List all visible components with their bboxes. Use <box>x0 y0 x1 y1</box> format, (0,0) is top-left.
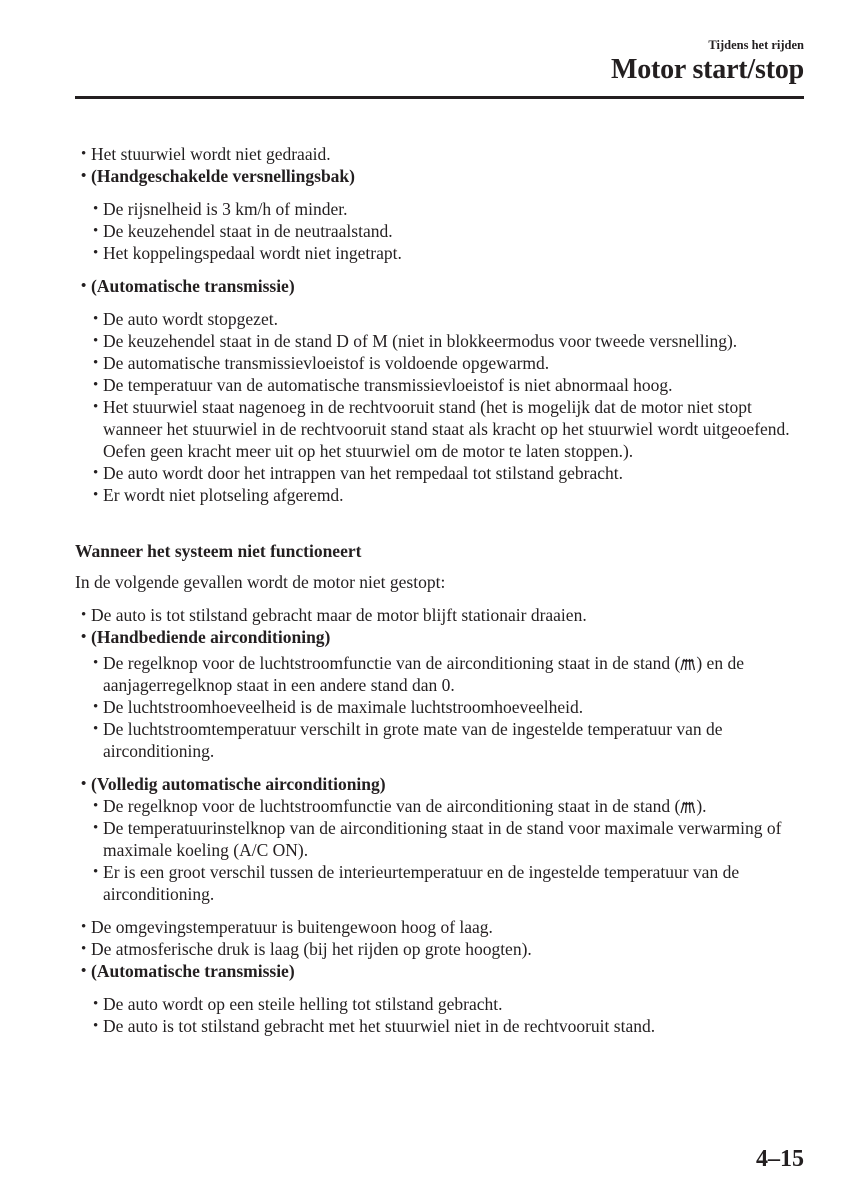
list-item: • Het stuurwiel wordt niet gedraaid. <box>75 143 810 165</box>
automatic-transmission-heading: • (Automatische transmissie) <box>75 275 810 297</box>
page-content <box>75 143 810 1037</box>
auto-ac-heading: • (Volledig automatische airconditioning) <box>75 773 810 795</box>
page-number: 4–15 <box>756 1146 804 1172</box>
list-item: • De luchtstroomtemperatuur verschilt in grote mate van de ingestelde temperatuur van de airconditioning. <box>75 718 810 762</box>
list-item: • De auto wordt door het intrappen van het rempedaal tot stilstand gebracht. <box>75 462 810 484</box>
list-item: • Het stuurwiel staat nagenoeg in de rechtvooruit stand (het is mogelijk dat de motor niet stopt wanneer het stuurwiel in de rechtvooruit stand staat als kracht op het stuurwiel wordt uitgeoefend. Oefen geen kracht meer uit op het stuurwiel om de motor te laten stoppen.). <box>75 396 810 462</box>
header-rule <box>75 96 804 99</box>
air-recirculation-icon <box>680 657 696 671</box>
list-item: • De auto wordt op een steile helling tot stilstand gebracht. <box>75 993 810 1015</box>
list-item: • De auto wordt stopgezet. <box>75 308 810 330</box>
section-intro: In de volgende gevallen wordt de motor niet gestopt: <box>75 572 446 592</box>
list-item: • De temperatuur van de automatische transmissievloeistof is niet abnormaal hoog. <box>75 374 810 396</box>
list-item: • De temperatuurinstelknop van de airconditioning staat in de stand voor maximale verwarming of maximale koeling (A/C ON). <box>75 817 810 861</box>
manual-ac-heading: • (Handbediende airconditioning) <box>75 626 810 648</box>
list-item: • De auto is tot stilstand gebracht maar de motor blijft stationair draaien. <box>75 604 810 626</box>
list-item: • De automatische transmissievloeistof is voldoende opgewarmd. <box>75 352 810 374</box>
automatic-transmission-heading: • (Automatische transmissie) <box>75 960 810 982</box>
list-item: • De keuzehendel staat in de stand D of M (niet in blokkeermodus voor tweede versnelling). <box>75 330 810 352</box>
list-item-text: ) en de aanjagerregelknop staat in een andere stand dan 0. <box>103 653 744 695</box>
list-item: • De omgevingstemperatuur is buitengewoon hoog of laag. <box>75 916 810 938</box>
section-heading: Wanneer het systeem niet functioneert <box>75 541 362 561</box>
list-item <box>75 795 810 817</box>
list-item: • De luchtstroomhoeveelheid is de maximale luchtstroomhoeveelheid. <box>75 696 810 718</box>
section-label: Tijdens het rijden <box>708 38 804 52</box>
manual-transmission-heading: • (Handgeschakelde versnellingsbak) <box>75 165 810 187</box>
list-item <box>75 652 810 696</box>
list-item-text: ). <box>696 796 707 816</box>
list-item: • Er is een groot verschil tussen de interieurtemperatuur en de ingestelde temperatuur van de airconditioning. <box>75 861 810 905</box>
list-item-text: De regelknop voor de luchtstroomfunctie van de airconditioning staat in de stand ( <box>103 796 681 816</box>
list-item: • Er wordt niet plotseling afgeremd. <box>75 484 810 506</box>
list-item: • De keuzehendel staat in de neutraalstand. <box>75 220 810 242</box>
list-item: • De atmosferische druk is laag (bij het rijden op grote hoogten). <box>75 938 810 960</box>
page-title: Motor start/stop <box>610 54 804 85</box>
air-recirculation-icon <box>680 800 696 814</box>
list-item: • Het koppelingspedaal wordt niet ingetrapt. <box>75 242 810 264</box>
list-item: • De auto is tot stilstand gebracht met het stuurwiel niet in de rechtvooruit stand. <box>75 1015 810 1037</box>
list-item: • De rijsnelheid is 3 km/h of minder. <box>75 198 810 220</box>
list-item-text: De regelknop voor de luchtstroomfunctie van de airconditioning staat in de stand ( <box>103 653 681 673</box>
